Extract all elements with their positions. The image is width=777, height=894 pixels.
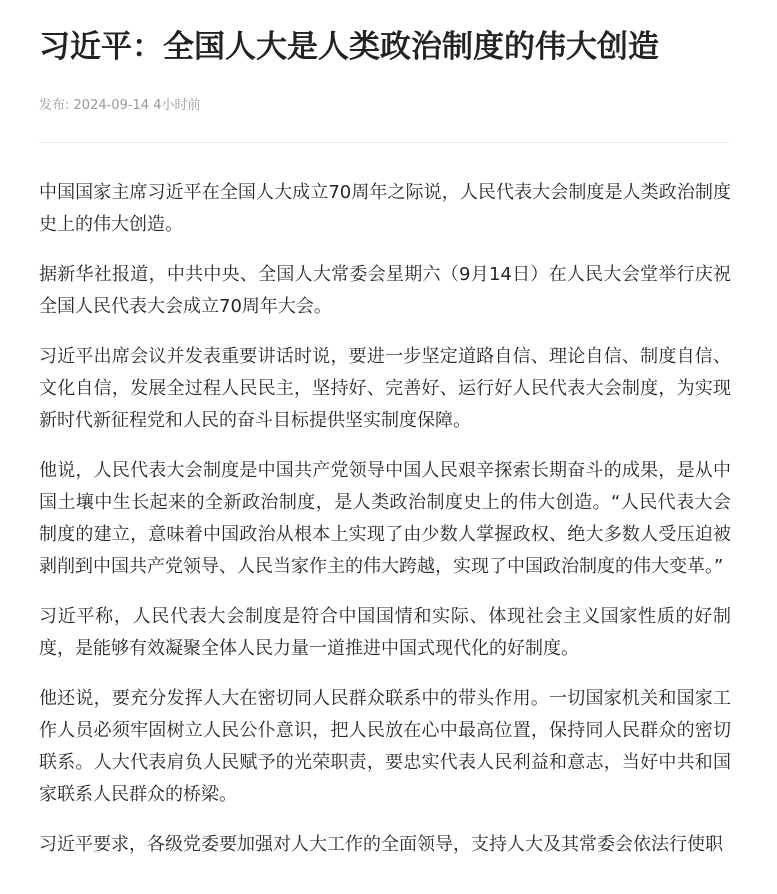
paragraph: 习近平要求，各级党委要加强对人大工作的全面领导，支持人大及其常委会依法行使职	[39, 834, 723, 855]
paragraph: 他还说，要充分发挥人大在密切同人民群众联系中的带头作用。一切国家机关和国家工作人员必须牢固树立人民公仆意识，把人民放在心中最高位置，保持同人民群众的密切联系。人大代表肩负人民赋予的光荣职责，要忠实代表人民利益和意志，当好中共和国家联系人民群众的桥梁。	[39, 688, 731, 805]
paragraph: 习近平出席会议并发表重要讲话时说，要进一步坚定道路自信、理论自信、制度自信、文化自信，发展全过程人民民主，坚持好、完善好、运行好人民代表大会制度，为实现新时代新征程党和人民的奋斗目标提供坚实制度保障。	[39, 346, 731, 431]
relative-time: 4小时前	[153, 98, 201, 113]
published-date: 2024-09-14	[73, 98, 150, 113]
paragraph: 据新华社报道，中共中央、全国人大常委会星期六（9月14日）在人民大会堂举行庆祝全国人民代表大会成立70周年大会。	[39, 264, 731, 317]
published-label: 发布:	[39, 98, 70, 113]
article-meta	[39, 97, 729, 115]
article-title: 习近平：全国人大是人类政治制度的伟大创造	[39, 29, 659, 65]
article-body	[39, 177, 731, 861]
paragraph: 习近平称，人民代表大会制度是符合中国国情和实际、体现社会主义国家性质的好制度，是能够有效凝聚全体人民力量一道推进中国式现代化的好制度。	[39, 606, 731, 659]
paragraph: 中国国家主席习近平在全国人大成立70周年之际说，人民代表大会制度是人类政治制度史上的伟大创造。	[39, 182, 731, 235]
title-divider	[39, 142, 729, 143]
paragraph: 他说，人民代表大会制度是中国共产党领导中国人民艰辛探索长期奋斗的成果，是从中国土壤中生长起来的全新政治制度，是人类政治制度史上的伟大创造。“人民代表大会制度的建立，意味着中国政治从根本上实现了由少数人掌握政权、绝大多数人受压迫被剥削到中国共产党领导、人民当家作主的伟大跨越，实现了中国政治制度的伟大变革。”	[39, 460, 731, 577]
